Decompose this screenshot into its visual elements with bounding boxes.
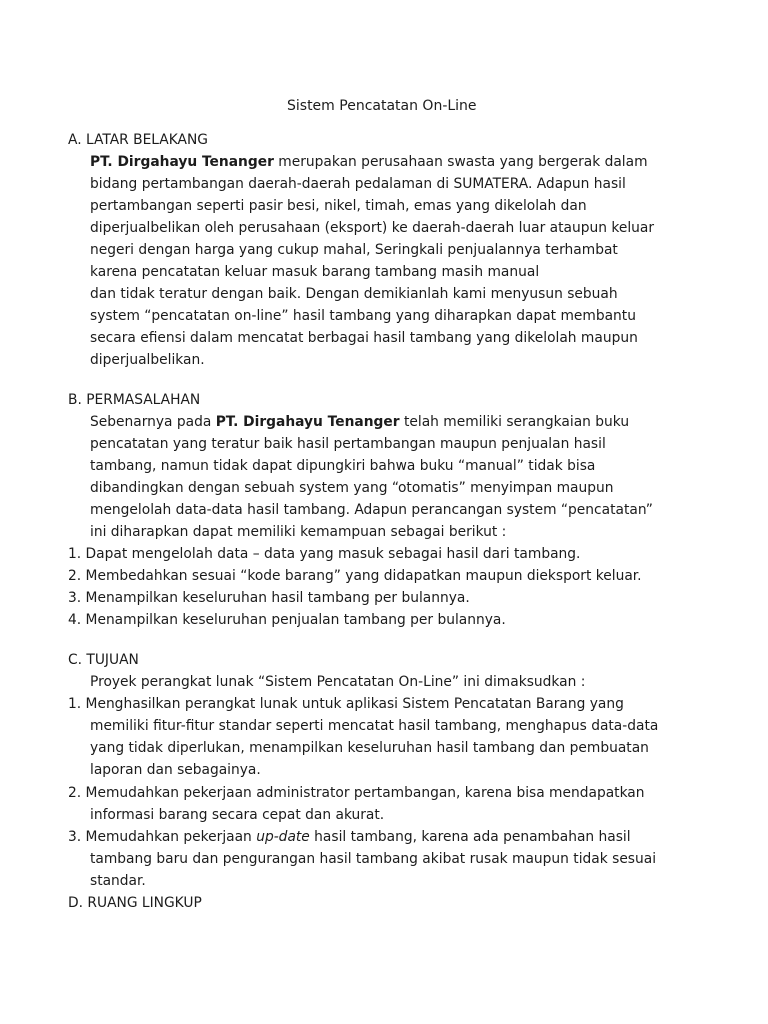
- section-b-line: pencatatan yang teratur baik hasil pertambangan maupun penjualan hasil: [90, 436, 606, 452]
- section-b-list-item: 1. Dapat mengelolah data – data yang masuk sebagai hasil dari tambang.: [68, 546, 581, 562]
- section-c-list-line: memiliki fitur-fitur standar seperti mencatat hasil tambang, menghapus data-data: [90, 718, 659, 734]
- section-c-list-item: 1. Menghasilkan perangkat lunak untuk aplikasi Sistem Pencatatan Barang yang: [68, 696, 624, 712]
- section-b-line: tambang, namun tidak dapat dipungkiri bahwa buku “manual” tidak bisa: [90, 458, 596, 474]
- section-b-line: mengelolah data-data hasil tambang. Adapun perancangan system “pencatatan”: [90, 502, 653, 518]
- section-c-list-item: 2. Memudahkan pekerjaan administrator pertambangan, karena bisa mendapatkan: [68, 785, 645, 801]
- section-c-list-line: yang tidak diperlukan, menampilkan keseluruhan hasil tambang dan pembuatan: [90, 740, 649, 756]
- section-a-line: diperjualbelikan.: [90, 352, 205, 368]
- section-b-list-item: 2. Membedahkan sesuai “kode barang” yang didapatkan maupun dieksport keluar.: [68, 568, 642, 584]
- document-title: Sistem Pencatatan On-Line: [287, 98, 477, 114]
- update-term: up-date: [256, 829, 310, 845]
- section-a-line: secara efiensi dalam mencatat berbagai hasil tambang yang dikelolah maupun: [90, 330, 638, 346]
- section-a-heading: A. LATAR BELAKANG: [68, 132, 208, 148]
- section-b-list-item: 3. Menampilkan keseluruhan hasil tambang per bulannya.: [68, 590, 470, 606]
- section-a-line: system “pencatatan on-line” hasil tambang yang diharapkan dapat membantu: [90, 308, 636, 324]
- company-name: PT. Dirgahayu Tenanger: [215, 414, 400, 430]
- section-c-list-line: standar.: [90, 873, 146, 889]
- company-name: PT. Dirgahayu Tenanger: [90, 154, 274, 170]
- section-c-list-line: laporan dan sebagainya.: [90, 762, 261, 778]
- section-b-heading: B. PERMASALAHAN: [68, 392, 201, 408]
- section-a-line: negeri dengan harga yang cukup mahal, Seringkali penjualannya terhambat: [90, 242, 618, 258]
- section-b-line: Sebenarnya pada PT. Dirgahayu Tenanger telah memiliki serangkaian buku: [90, 414, 630, 430]
- section-a-line: diperjualbelikan oleh perusahaan (eksport) ke daerah-daerah luar ataupun keluar: [90, 220, 655, 236]
- section-a-line: PT. Dirgahayu Tenanger merupakan perusahaan swasta yang bergerak dalam: [90, 154, 648, 170]
- section-b-line: dibandingkan dengan sebuah system yang “otomatis” menyimpan maupun: [90, 480, 614, 496]
- section-b-list-item: 4. Menampilkan keseluruhan penjualan tambang per bulannya.: [68, 612, 506, 628]
- section-c-list-item: 3. Memudahkan pekerjaan up-date hasil tambang, karena ada penambahan hasil: [68, 829, 631, 845]
- section-b-line: ini diharapkan dapat memiliki kemampuan sebagai berikut :: [90, 524, 507, 540]
- section-c-intro: Proyek perangkat lunak “Sistem Pencatatan On-Line” ini dimaksudkan :: [90, 674, 586, 690]
- section-a-line: pertambangan seperti pasir besi, nikel, timah, emas yang dikelolah dan: [90, 198, 587, 214]
- section-a-line: bidang pertambangan daerah-daerah pedalaman di SUMATERA. Adapun hasil: [90, 176, 626, 192]
- section-d-heading: D. RUANG LINGKUP: [68, 895, 202, 911]
- section-a-line: karena pencatatan keluar masuk barang tambang masih manual: [90, 264, 540, 280]
- section-c-list-line: informasi barang secara cepat dan akurat.: [90, 807, 385, 823]
- section-a-line: dan tidak teratur dengan baik. Dengan demikianlah kami menyusun sebuah: [90, 286, 618, 302]
- section-c-heading: C. TUJUAN: [68, 652, 139, 668]
- section-c-list-line: tambang baru dan pengurangan hasil tambang akibat rusak maupun tidak sesuai: [90, 851, 657, 867]
